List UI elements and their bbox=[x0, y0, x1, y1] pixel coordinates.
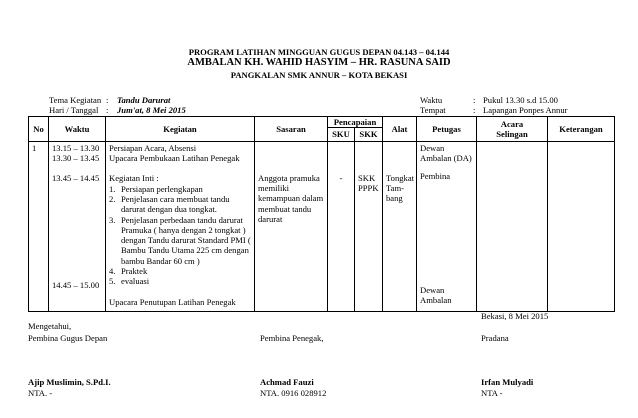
cell-waktu bbox=[49, 141, 106, 311]
kegiatan-penutup: Upacara Penutupan Latihan Penegak bbox=[109, 296, 236, 307]
alat-value: Tongkat Tam-bang bbox=[386, 172, 415, 204]
tema-label: Tema Kegiatan bbox=[49, 95, 102, 105]
waktu-label: Waktu bbox=[420, 95, 443, 105]
tempat-label: Tempat bbox=[420, 105, 446, 115]
sasaran-text: Anggota pramuka memiliki kemampuan dalam membuat tandu darurat bbox=[258, 172, 324, 224]
header-waktu: Waktu bbox=[49, 117, 106, 142]
signer-nta-1: NTA. - bbox=[28, 388, 53, 398]
schedule-table bbox=[28, 116, 615, 312]
table-row bbox=[29, 141, 615, 311]
list-item: 5. evaluasi bbox=[109, 276, 150, 287]
header-no: No bbox=[29, 117, 49, 142]
doc-title-line2: AMBALAN KH. WAHID HASYIM – HR. RASUNA SAID bbox=[187, 57, 451, 68]
cell-keterangan bbox=[548, 141, 615, 311]
skk-value: SKK PPPK bbox=[358, 172, 379, 193]
header-petugas: Petugas bbox=[417, 117, 477, 142]
inti-list bbox=[109, 184, 251, 287]
list-item: 1. Persiapan perlengkapan bbox=[109, 183, 203, 194]
mengetahui-label: Mengetahui, bbox=[28, 321, 72, 331]
cell-kegiatan bbox=[106, 141, 255, 311]
waktu-1: 13.15 – 13.30 bbox=[52, 142, 100, 153]
kegiatan-2: Upacara Pembukaan Latihan Penegak bbox=[109, 152, 240, 163]
cell-sku bbox=[328, 141, 355, 311]
hari-colon: : bbox=[106, 105, 109, 115]
waktu-3: 13.45 – 14.45 bbox=[52, 173, 100, 184]
tempat-value: Lapangan Ponpes Annur bbox=[483, 105, 568, 115]
header-keterangan: Keterangan bbox=[548, 117, 615, 142]
cell-no: 1 bbox=[29, 141, 49, 311]
kegiatan-1: Persiapan Acara, Absensi bbox=[109, 142, 197, 153]
header-acara-selingan bbox=[477, 117, 548, 142]
tema-colon: : bbox=[106, 95, 109, 105]
cell-acara-selingan bbox=[477, 141, 548, 311]
header-pencapaian: Pencapaian bbox=[328, 117, 383, 128]
petugas-1: Dewan Ambalan (DA) bbox=[420, 142, 472, 163]
hari-value: Jum'at, 8 Mei 2015 bbox=[117, 105, 186, 115]
signer-name-3: Irfan Mulyadi bbox=[481, 377, 534, 387]
header-sku: SKU bbox=[328, 128, 355, 141]
pembina-penegak-label: Pembina Penegak, bbox=[260, 333, 324, 343]
list-item: 3. Penjelasan perbedaan tandu darurat Pramuka ( hanya dengan 2 tongkat ) dengan Tandu darurat Standard PMI ( Bambu Tandu Utama 225 cm dengan bambu Bandar 60 cm ) bbox=[109, 214, 251, 266]
cell-skk bbox=[355, 141, 383, 311]
pradana-label: Pradana bbox=[481, 333, 509, 343]
header-alat: Alat bbox=[383, 117, 417, 142]
sign-date: Bekasi, 8 Mei 2015 bbox=[481, 311, 549, 321]
sku-value: - bbox=[339, 172, 343, 183]
waktu-colon: : bbox=[473, 95, 476, 105]
header-skk: SKK bbox=[355, 128, 383, 141]
header-sasaran: Sasaran bbox=[255, 117, 328, 142]
doc-title-line3: PANGKALAN SMK ANNUR – KOTA BEKASI bbox=[230, 70, 408, 80]
list-item: 4. Praktek bbox=[109, 266, 148, 277]
doc-title-line1: PROGRAM LATIHAN MINGGUAN GUGUS DEPAN 04.143 – 04.144 bbox=[188, 47, 450, 57]
pembina-gudep-label: Pembina Gugus Depan bbox=[28, 333, 108, 343]
cell-sasaran bbox=[255, 141, 328, 311]
petugas-2: Pembina bbox=[420, 171, 451, 182]
hari-label: Hari / Tanggal bbox=[49, 105, 99, 115]
tempat-colon: : bbox=[473, 105, 476, 115]
cell-petugas bbox=[417, 141, 477, 311]
tema-value: Tandu Darurat bbox=[117, 95, 171, 105]
signer-name-2: Achmad Fauzi bbox=[260, 377, 314, 387]
header-acara-line1: Acara bbox=[500, 118, 524, 129]
waktu-4: 14.45 – 15.00 bbox=[52, 279, 100, 290]
header-kegiatan: Kegiatan bbox=[106, 117, 255, 142]
list-item: 2. Penjelasan cara membuat tandu darurat dengan dua tongkat. bbox=[109, 193, 230, 215]
petugas-3: Dewan Ambalan bbox=[420, 284, 452, 305]
cell-alat bbox=[383, 141, 417, 311]
kegiatan-inti: Kegiatan Inti : bbox=[109, 173, 159, 184]
signer-nta-3: NTA - bbox=[481, 388, 503, 398]
signer-nta-2: NTA. 0916 028912 bbox=[260, 388, 327, 398]
waktu-2: 13.30 – 13.45 bbox=[52, 152, 100, 163]
signer-name-1: Ajip Muslimin, S.Pd.I. bbox=[28, 377, 111, 387]
header-acara-line2: Selingan bbox=[496, 128, 528, 139]
waktu-value: Pukul 13.30 s.d 15.00 bbox=[483, 95, 558, 105]
